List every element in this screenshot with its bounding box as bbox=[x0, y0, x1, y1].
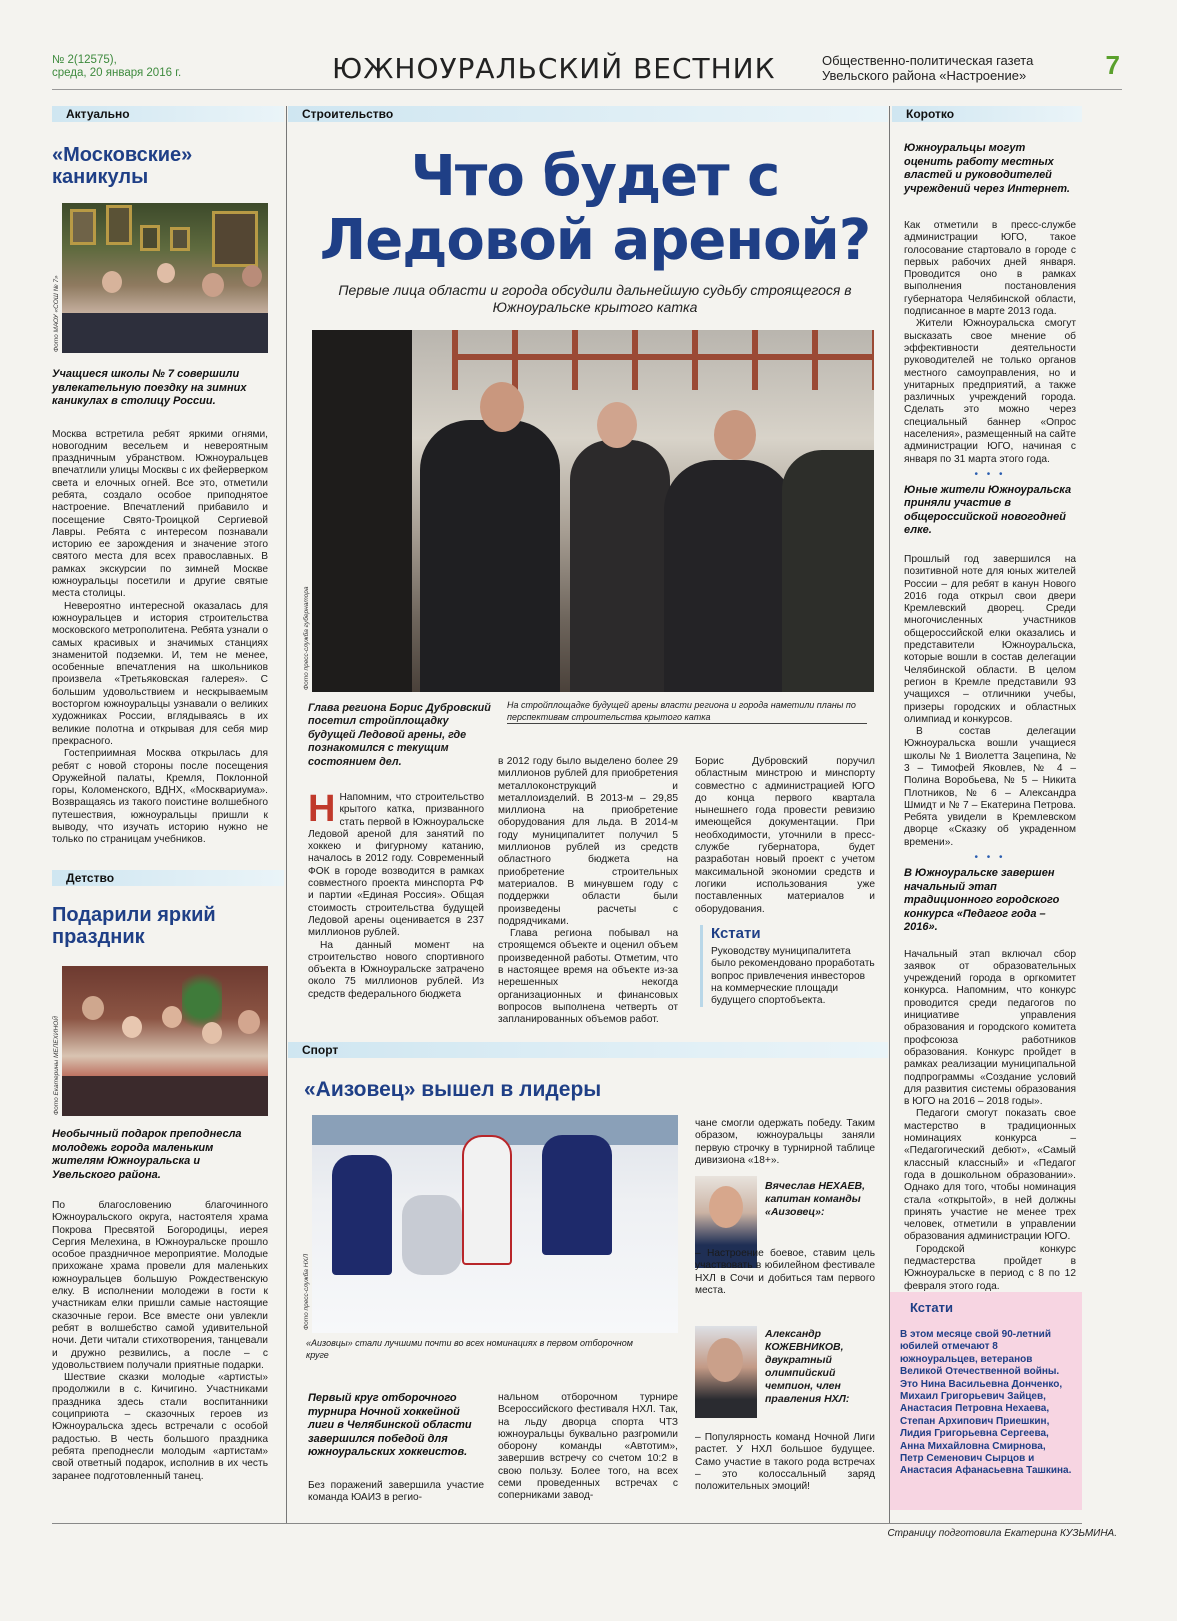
bottom-rule bbox=[52, 1523, 1082, 1524]
painting-frame bbox=[140, 225, 160, 251]
hockey-player bbox=[332, 1155, 392, 1275]
arena-subhead: Первые лица области и города обсудили дальнейшую судьбу строящегося в Южноуральске крытого катка bbox=[338, 282, 852, 315]
arena-headline: Что будет с Ледовой ареной? bbox=[319, 144, 871, 273]
arena-text: Напомним, что строительство крытого катка, призванного стать первой в Южноуральске Ледовой ареной для занятий по хоккею и фигурному катанию, началось в 2012 году. Современный ФОК в городе возводится в рамках совместного проекта минспорта РФ и партии «Единая Россия». Общая стоимость строительства будущей Ледовой арены оценивается в 237 миллионов рублей. bbox=[308, 792, 484, 939]
kstati-veterans-text: В этом месяце свой 90-летний юбилей отмечают 8 южноуральцев, ветеранов Великой Отечественной войны. Это Нина Васильевна Донченко, Михаил Григорьевич Зайцев, Анастасия Петровна Нехаева, Степан Архипович Приешкин, Лидия Григорьевна Сергеева, Анна Михайловна Смирнова, Петр Семенович Сырцов и Анастасия Афанасьевна Ташкина. bbox=[900, 1329, 1072, 1477]
hockey-caption: «Аизовцы» стали лучшими почти во всех номинациях в первом отборочном круге bbox=[306, 1338, 633, 1360]
moscow-body bbox=[52, 368, 276, 847]
hockey-column-3 bbox=[695, 1118, 875, 1167]
hockey-paragraph: чане смогли одержать победу. Таким образом, южноуральцы заняли первую строчку в турнирной таблице дивизиона «18+». bbox=[695, 1118, 875, 1166]
issue-number: № 2(12575), bbox=[52, 54, 117, 66]
visitor-head bbox=[102, 271, 122, 293]
child-head bbox=[82, 996, 104, 1020]
kozhevnikov-photo bbox=[695, 1326, 757, 1418]
kstati-title: Кстати bbox=[711, 925, 761, 942]
drop-cap: Н bbox=[308, 788, 336, 830]
nekhaev-quote: – Настроение боевое, ставим цель участвовать в юбилейном фестивале НХЛ в Сочи и добиться там первого места. bbox=[695, 1248, 875, 1296]
arena-paragraph: Глава региона побывал на строящемся объекте и оценил объем произведенной работы. Отметим, что в настоящее время на объекте из-за нерешенных некогда организационных и финансовых вопросов выполнена четверть от запланированных объемов работ. bbox=[498, 928, 678, 1026]
holiday-paragraph: Шествие сказки молодые «артисты» продолжили в с. Кичигино. Участниками праздника здесь стали воспитанники социприюта – сказочных героев из Южноуральска здесь встречали с особой радостью. В честь большого праздника ребята преподнесли молодым «артистам» свой ответный подарок, исполнив в их честь заранее подготовленный танец. bbox=[52, 1372, 268, 1482]
short-paragraph: Как отметили в пресс-службе администрации ЮГО, такое голосование стартовало в городе с первых рабочих дней января. Проводится оно в рамках выполнения постановления губернатора Челябинской области, подписанное в марте 2013 года. bbox=[904, 220, 1076, 318]
column-rule-left bbox=[286, 106, 287, 1524]
arena-paragraph: Борис Дубровский поручил областным минстрою и минспорту совместно с администрацией ЮГО до конца первого квартала нынешнего года провести ревизию имеющейся документации. При необходимости, уточнили в пресс-службе губернатора, будет разработан новый проект с учетом максимальной экономии средств и логики использования уже поставленных материалов и оборудования. bbox=[695, 756, 875, 915]
korotko-column bbox=[904, 142, 1076, 1293]
visitor-head bbox=[242, 265, 262, 287]
moscow-headline: «Московские» каникулы bbox=[52, 144, 193, 188]
hockey-paragraph: Без поражений завершила участие команда ЮАИЗ в регио- bbox=[308, 1480, 484, 1504]
section-sport: Спорт bbox=[288, 1042, 888, 1058]
painting-frame bbox=[70, 209, 96, 245]
separator-dots: • • • bbox=[974, 852, 1006, 864]
child-head bbox=[162, 1006, 182, 1028]
short-paragraph: В состав делегации Южноуральска вошли учащиеся школы № 1 Виолетта Зацепина, № 3 – Тимофей Яковлев, № 4 – Полина Воробьева, № 5 – Никита Плотников, № 6 – Александра Шмидт и № 7 – Екатерина Петрова. Ребята увидели в Кремлевском дворце «Сказку об украденном времени». bbox=[904, 726, 1076, 848]
child-head bbox=[122, 1016, 142, 1038]
visitor-head bbox=[157, 263, 175, 283]
child-head bbox=[202, 1022, 222, 1044]
short-headline-1: Южноуральцы могут оценить работу местных властей и руководителей учреждений через Интернет. bbox=[904, 142, 1070, 195]
arena-paragraph: в 2012 году было выделено более 29 миллионов рублей для приобретения металлоконструкций и металлоизделий. В 2013-м – 29,85 миллиона на приобретение оборудования для льда. В 2014-м году муниципалитет получил 5 миллионов рублей из средств областного бюджета на приобретение строительных материалов. В минувшем году с поддержки области были произведены расчеты с подрядчиками. bbox=[498, 756, 678, 927]
newspaper-title: ЮЖНОУРАЛЬСКИЙ ВЕСТНИК bbox=[332, 52, 776, 85]
short-headline-2: Юные жители Южноуральска приняли участие в общероссийской новогодней елке. bbox=[904, 483, 1072, 537]
holiday-article bbox=[52, 904, 276, 948]
arena-column-3 bbox=[695, 756, 875, 916]
hockey-player bbox=[542, 1135, 612, 1255]
hockey-photo bbox=[312, 1115, 678, 1333]
visitor-head bbox=[202, 273, 224, 297]
child-head bbox=[238, 1010, 260, 1034]
man-silhouette bbox=[312, 330, 412, 692]
arena-column-2 bbox=[498, 756, 678, 1027]
holiday-paragraph: По благословению благочинного Южноуральского округа, настоятеля храма Покрова Пресвятой Богородицы, иерея Сергия Мелехина, в Южноуральске прошло особое праздничное мероприятие. Молодые прихожане храма провели для маленьких южноуральцев большую Рождественскую елку. В исполнении молодежи в гости к участникам елки пришли самые настоящие сказочные герои. Все вместе они увлекли ребят в волшебство самой удивительной ночи. Дети читали стихотворения, танцевали и дружно резвились, а после – с удовольствием получали приятные подарки. bbox=[52, 1200, 268, 1371]
arena-paragraph bbox=[308, 788, 484, 940]
section-korotko: Коротко bbox=[892, 106, 1082, 122]
holiday-photo bbox=[62, 966, 268, 1116]
man-silhouette bbox=[782, 450, 874, 692]
steel-beam bbox=[452, 354, 874, 360]
moscow-photo bbox=[62, 203, 268, 353]
official-head bbox=[597, 402, 637, 448]
kstati-text: Руководству муниципалитета было рекомендовано проработать вопрос привлечения инвесторов на коммерческие площади будущего спортобъекта. bbox=[711, 946, 875, 1007]
section-detstvo: Детство bbox=[52, 870, 284, 886]
hockey-column-1 bbox=[308, 1480, 484, 1505]
kozhevnikov-name: Александр КОЖЕВНИКОВ, двукратный олимпийский чемпион, член правления НХЛ: bbox=[765, 1328, 850, 1405]
short-paragraph: Прошлый год завершился на позитивной ноте для юных жителей России – для ребят в канун Нового 2016 года открыл свои двери Кремлевский дворец. Среди многочисленных участников общероссийской елки оказались и представители Южноуральска, которые вошли в состав делегации Челябинской области. В целом регион в Кремле представили 93 учащихся – отличники учебы, призеры городских и областных олимпиад и конкурсов. bbox=[904, 553, 1076, 725]
arena-caption-left: Глава региона Борис Дубровский посетил стройплощадку будущей Ледовой арены, где познакомился с текущим состоянием дел. bbox=[308, 702, 491, 768]
painting-frame bbox=[170, 227, 190, 251]
moscow-paragraph: Невероятно интересной оказалась для южноуральцев и история строительства московского метрополитена. Ребята узнали о самых красивых и значимых станциях знаменитой подземки. И, тем не менее, особенные впечатления на школьников произвела «Третьяковская галерея». С большим удовольствием и нескрываемым восторгом южноуральцы узнавали о великих художниках России, вглядываясь в их великие полотна и открывая для себя мир прекрасного. bbox=[52, 600, 268, 747]
section-aktualno: Актуально bbox=[52, 106, 284, 122]
steel-frame bbox=[452, 330, 874, 390]
arena-photo bbox=[312, 330, 874, 692]
arena-paragraph: На данный момент на строительство нового спортивного объекта в Южноуральске затрачено около 75 миллионов рублей. Из средств федерального бюджета bbox=[308, 939, 484, 1000]
short-paragraph: Начальный этап включал сбор заявок от образовательных учреждений города в оргкомитет конкурса. Напомним, что конкурс проводится среди педагогов по инициативе управления образования и городского комитета профсоюза работников образования. Конкурс пройдет в рамках реализации муниципальной подпрограммы «Создание условий для развития системы образования в ЮГО на 2016 – 2018 годы». bbox=[904, 948, 1076, 1108]
arena-kstati bbox=[700, 925, 876, 1007]
nekhaev-name: Вячеслав НЕХАЕВ, капитан команды «Аизовец»: bbox=[765, 1180, 866, 1218]
face bbox=[709, 1186, 743, 1228]
hockey-column-2 bbox=[498, 1392, 678, 1503]
moscow-paragraph: Гостеприимная Москва открылась для ребят с новой стороны после посещения Оружейной палаты, Кремля, Поклонной горы, Коломенского, ВДНХ, «Москвариума». Возвращаясь из такого поистине волшебного путешествия, южноуральцы пришли к выводу, что изучать историю нужно не только по страницам учебников. bbox=[52, 748, 268, 846]
holiday-headline: Подарили яркий праздник bbox=[52, 904, 216, 948]
short-paragraph: Педагоги смогут показать свое мастерство в традиционных номинациях конкурса – «Педагогический дебют», «Самый классный классный» и «Педагог года в дошкольном образовании». Однако для того, чтобы номинация стала «открытой», в ней должны принять участие не менее трех человек, отметили в управлении образования администрации ЮГО. bbox=[904, 1108, 1076, 1243]
issue-date: среда, 20 января 2016 г. bbox=[52, 67, 182, 79]
kstati-veterans-box bbox=[890, 1292, 1082, 1510]
hockey-paragraph: нальном отборочном турнире Всероссийского фестиваля НХЛ. Так, на льду дворца спорта ЧТЗ южноуральцы буквально разгромили оборону команды «Автотим», завершив встречу со счетом 10:2 в свою пользу. Более того, на всех семи проведенных встречах с соперниками завод- bbox=[498, 1392, 678, 1502]
official-figure bbox=[664, 460, 794, 692]
children-group bbox=[62, 1076, 268, 1116]
hockey-player bbox=[462, 1135, 512, 1265]
short-headline-3: В Южноуральске завершен начальный этап традиционного городского конкурса «Педагог года – 2016». bbox=[904, 867, 1060, 934]
hockey-photo-credit: Фото пресс-служба НХЛ bbox=[303, 1253, 310, 1330]
kozhevnikov-quote: – Популярность команд Ночной Лиги растет. У НХЛ большое будущее. Само участие в такого рода встречах – это колоссальный заряд положительных эмоций! bbox=[695, 1432, 875, 1493]
holiday-photo-credit: Фото Екатерины МЕЛЕХИНОЙ bbox=[53, 1016, 60, 1115]
subtitle-line-1: Общественно-политическая газета bbox=[822, 53, 1034, 68]
arena-photo-credit: Фото пресс-служба губернатора bbox=[303, 586, 310, 690]
hockey-lead: Первый круг отборочного турнира Ночной хоккейной лиги в Челябинской области завершился победой для южноуральских хоккеистов. bbox=[308, 1392, 472, 1458]
short-paragraph: Жители Южноуральска смогут высказать свое мнение об эффективности деятельности руководителей не только органов местного самоуправления, но и унитарных предприятий, а также различных учреждений города. Сделать это можно через специальный баннер «Опрос населения», размещенный на сайте администрации ЮГО, начиная с января по 31 марта этого года. bbox=[904, 318, 1076, 465]
official-head bbox=[714, 410, 756, 460]
governor-figure bbox=[420, 420, 560, 692]
painting-frame bbox=[106, 205, 132, 245]
page-footer: Страницу подготовила Екатерина КУЗЬМИНА. bbox=[887, 1528, 1117, 1539]
holiday-body bbox=[52, 1128, 276, 1483]
short-paragraph: Городской конкурс педмастерства пройдет в Южноуральске в период с 8 по 12 февраля этого года. bbox=[904, 1243, 1076, 1292]
kstati-veterans-title: Кстати bbox=[910, 1300, 953, 1315]
arena-column-1 bbox=[308, 788, 484, 1001]
section-stroitelstvo: Строительство bbox=[288, 106, 888, 122]
painting-frame bbox=[212, 211, 258, 267]
masthead bbox=[52, 48, 1122, 90]
moscow-paragraph: Москва встретила ребят яркими огнями, новогодним весельем и невероятным праздничным убранством. Южноуральцев впечатлили улицы Москвы с их фейерверком света и елочных огней. Все это, отметили ребята, создало особое приподнятое настроение. Впечатлений прибавило и посещение Свято-Троицкой Сергиевой Лавры. Ребята с интересом познавали историю ее зарождения и значение этого святого места для всех православных. В рамках экскурсии по зимней Москве южноуральцы посетили и другие святые места столицы. bbox=[52, 428, 268, 600]
visitors-group bbox=[62, 313, 268, 353]
moscow-article bbox=[52, 144, 276, 188]
arena-caption-right: На стройплощадке будущей арены власти региона и города наметили планы по перспективам строительства крытого катка bbox=[507, 700, 867, 724]
goalie bbox=[402, 1195, 462, 1275]
face bbox=[707, 1338, 743, 1382]
holiday-lead: Необычный подарок преподнесла молодежь города маленьким жителям Южноуральска и Увельского района. bbox=[52, 1128, 242, 1181]
page-number: 7 bbox=[1105, 50, 1120, 80]
official-figure bbox=[570, 440, 670, 692]
newspaper-subtitle bbox=[822, 53, 1033, 83]
separator-dots: • • • bbox=[974, 468, 1006, 480]
governor-head bbox=[480, 382, 524, 432]
subtitle-line-2: Увельского района «Настроение» bbox=[822, 68, 1027, 83]
hockey-headline: «Аизовец» вышел в лидеры bbox=[304, 1078, 602, 1101]
moscow-photo-credit: Фото МАОУ «СОШ № 7» bbox=[53, 275, 60, 352]
moscow-lead: Учащиеся школы № 7 совершили увлекательную поездку на зимних каникулах в столицу России. bbox=[52, 368, 247, 407]
